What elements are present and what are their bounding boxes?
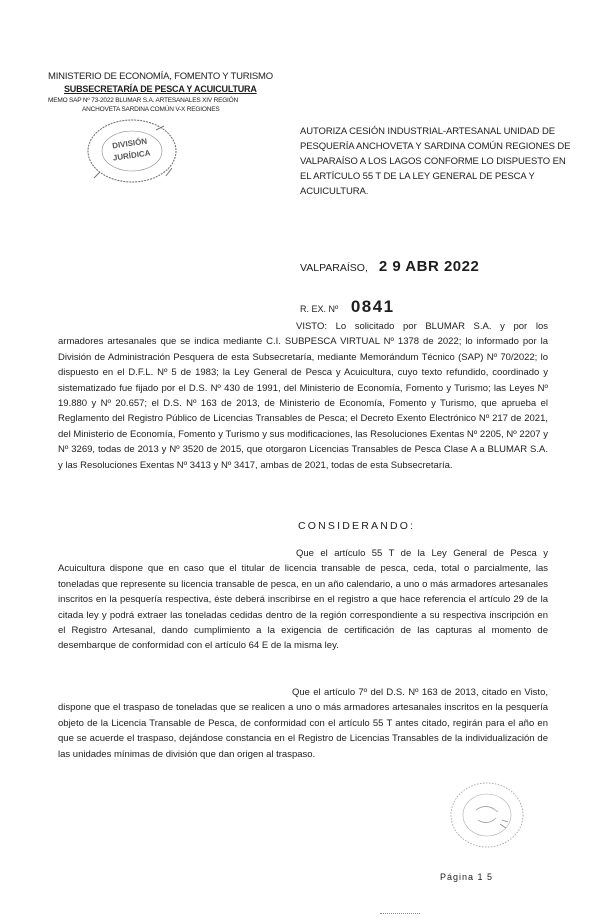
official-seal xyxy=(448,780,526,850)
letterhead xyxy=(48,70,288,114)
considerando-1-paragraph xyxy=(58,546,548,654)
date-stamp: 2 9 ABR 2022 xyxy=(378,258,480,275)
scan-edge-mark xyxy=(380,913,420,916)
considerando-2-paragraph xyxy=(58,685,548,762)
rex-number: 0841 xyxy=(350,297,395,316)
considerando-heading: CONSIDERANDO: xyxy=(298,520,416,532)
resolution-number-line xyxy=(300,297,395,317)
rex-label: R. EX. Nº xyxy=(300,304,339,314)
visto-paragraph xyxy=(58,319,548,473)
subsecretaria-name: SUBSECRETARÍA DE PESCA Y ACUICULTURA xyxy=(64,84,257,94)
considerando-1-text: Que el artículo 55 T de la Ley General de Pesca y Acuicultura dispone que en caso que el titular de licencia transable de pesca, ceda, total o parcialmente, las toneladas que represente su licencia transable de pesca, en un año calendario, a uno o más armadores artesanales inscritos en la pesquería respectiva, éste deberá inscribirse en el registro a que hace referencia el artículo 29 de la citada ley y podrá extraer las toneladas cedidas dentro de la región correspondiente a su respectiva inscripción en el Registro Artesanal, dando cumplimiento a la exigencia de certificación de las capturas al momento de desembarque de conformidad con el artículo 64 E de la misma ley. xyxy=(58,548,548,652)
stamp-line2: JURÍDICA xyxy=(112,148,151,163)
memo-reference-2: ANCHOVETA SARDINA COMÚN V-X REGIONES xyxy=(82,106,220,113)
considerando-2-text: Que el artículo 7º del D.S. Nº 163 de 2013, citado en Visto, dispone que el traspaso de toneladas que se realicen a uno o más armadores artesanales inscritos en la pesquería objeto de la Licencia Transable de Pesca, de conformidad con el artículo 55 T antes citado, regirán para el año en que se acuerde el traspaso, dejándose constancia en el Registro de Licencias Transables de la individualización de las unidades mínimas de división que dan origen al traspaso. xyxy=(58,687,548,760)
resolution-summary: AUTORIZA CESIÓN INDUSTRIAL-ARTESANAL UNIDAD DE PESQUERÍA ANCHOVETA Y SARDINA COMÚN REGIONES DE VALPARAÍSO A LOS LAGOS CONFORME LO DISPUESTO EN EL ARTÍCULO 55 T DE LA LEY GENERAL DE PESCA Y ACUICULTURA. xyxy=(300,126,571,197)
division-juridica-stamp xyxy=(86,118,178,184)
visto-text: VISTO: Lo solicitado por BLUMAR S.A. y por los armadores artesanales que se indica mediante C.I. SUBPESCA VIRTUAL Nº 1378 de 2022; lo informado por la División de Administración Pesquera de esta Subsecretaría, mediante Memorándum Técnico (SAP) Nº 70/2022; lo dispuesto en el D.F.L. Nº 5 de 1983; la Ley General de Pesca y Acuicultura, cuyo texto refundido, coordinado y sistematizado fue fijado por el D.S. Nº 430 de 1991, del Ministerio de Economía, Fomento y Turismo; las Leyes Nº 19.880 y Nº 20.657; el D.S. Nº 163 de 2013, de Ministerio de Economía, Fomento y Turismo, que aprueba el Reglamento del Registro Público de Licencias Transables de Pesca; el Decreto Exento Electrónico Nº 217 de 2021, del Ministerio de Economía, Fomento y Turismo y sus modificaciones, las Resoluciones Exentas Nº 2205, Nº 2207 y Nº 3269, todas de 2013 y Nº 3520 de 2015, que otorgaron Licencias Transables de Pesca Clase A a BLUMAR S.A. y las Resoluciones Exentas Nº 3413 y Nº 3417, ambas de 2021, todas de esta Subsecretaría. xyxy=(58,321,548,471)
date-line xyxy=(300,258,479,275)
memo-reference: MEMO SAP Nº 73-2022 BLUMAR S.A. ARTESANALES XIV REGIÓN xyxy=(48,97,239,104)
stamp-line1: DIVISIÓN xyxy=(111,136,148,151)
place-label: VALPARAÍSO, xyxy=(300,262,368,274)
page-number: Página 1 5 xyxy=(440,872,494,882)
ministry-name: MINISTERIO DE ECONOMÍA, FOMENTO Y TURISMO xyxy=(48,71,273,82)
